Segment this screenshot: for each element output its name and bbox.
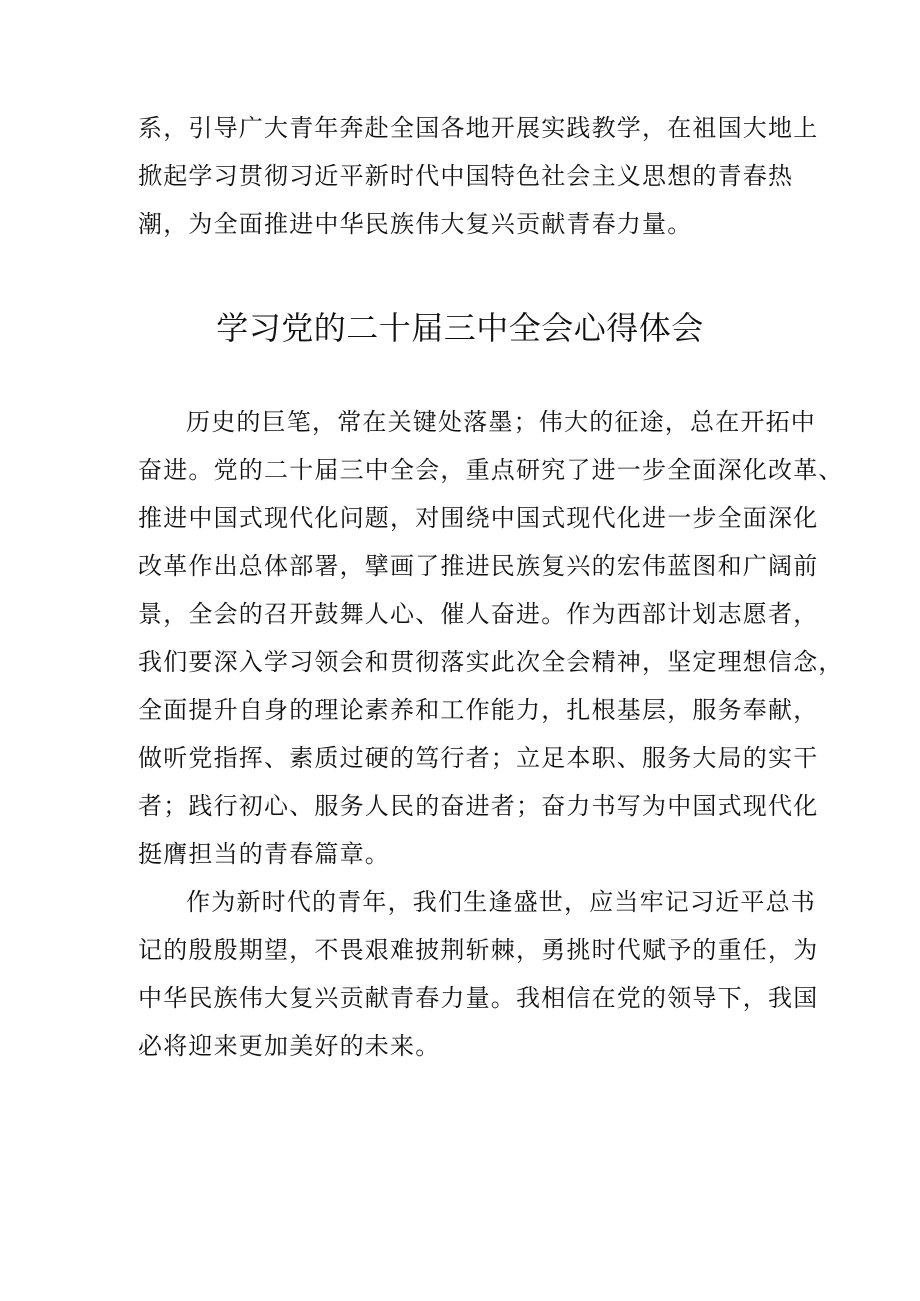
- body-paragraph-2: [138, 878, 819, 1070]
- paragraph-line: 挺膺担当的青春篇章。: [138, 840, 390, 868]
- body-paragraph-1: [138, 398, 844, 878]
- intro-paragraph: [138, 104, 819, 248]
- paragraph-line: 推进中国式现代化问题，对围绕中国式现代化进一步全面深化: [138, 504, 819, 532]
- paragraph-line: 者；践行初心、服务人民的奋进者；奋力书写为中国式现代化: [138, 792, 819, 820]
- page-title: 学习党的二十届三中全会心得体会: [216, 309, 704, 347]
- paragraph-line: 系，引导广大青年奔赴全国各地开展实践教学，在祖国大地上: [138, 114, 819, 142]
- paragraph-line: 景，全会的召开鼓舞人心、催人奋进。作为西部计划志愿者，: [138, 600, 819, 628]
- paragraph-line: 必将迎来更加美好的未来。: [138, 1032, 441, 1060]
- paragraph-line: 改革作出总体部署，擘画了推进民族复兴的宏伟蓝图和广阔前: [138, 552, 819, 580]
- paragraph-line: 作为新时代的青年，我们生逢盛世，应当牢记习近平总书: [186, 888, 816, 916]
- paragraph-line: 做听党指挥、素质过硬的笃行者；立足本职、服务大局的实干: [138, 744, 819, 772]
- paragraph-line: 历史的巨笔，常在关键处落墨；伟大的征途，总在开拓中: [186, 408, 816, 436]
- paragraph-line: 潮，为全面推进中华民族伟大复兴贡献青春力量。: [138, 210, 693, 238]
- paragraph-line: 记的殷殷期望，不畏艰难披荆斩棘，勇挑时代赋予的重任，为: [138, 936, 819, 964]
- paragraph-line: 中华民族伟大复兴贡献青春力量。我相信在党的领导下，我国: [138, 984, 819, 1012]
- paragraph-line: 全面提升自身的理论素养和工作能力，扎根基层，服务奉献，: [138, 696, 819, 724]
- paragraph-line: 我们要深入学习领会和贯彻落实此次全会精神，坚定理想信念，: [138, 648, 844, 676]
- paragraph-line: 奋进。党的二十届三中全会，重点研究了进一步全面深化改革、: [138, 456, 844, 484]
- paragraph-line: 掀起学习贯彻习近平新时代中国特色社会主义思想的青春热: [138, 162, 794, 190]
